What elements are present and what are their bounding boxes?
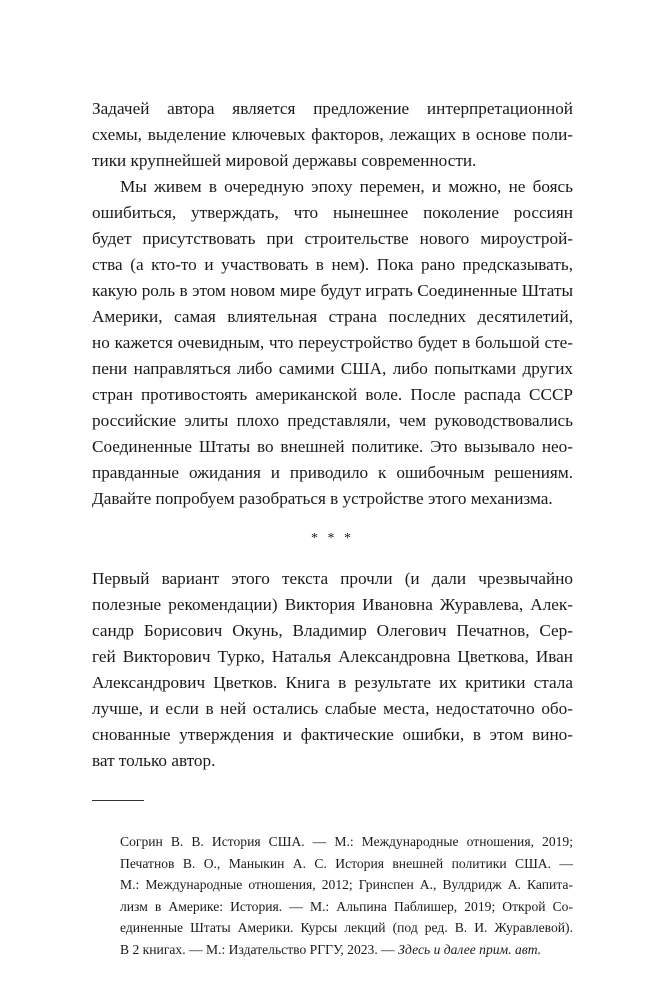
footnote-line: Печатнов В. О., Маныкин А. С. История внешней политики США. — (120, 855, 573, 871)
text-line: российские элиты плохо представляли, чем руководствовались (92, 411, 573, 430)
footnote-line-text: В 2 книгах. — М.: Издательство РГГУ, 2023. — (120, 941, 395, 957)
text-line: какую роль в этом новом мире будут играть Соединенные Штаты (92, 281, 573, 300)
footnote-line: М.: Международные отношения, 2012; Гринспен А., Вулдридж А. Капита- (120, 877, 573, 892)
text-line: но кажется очевидным, что переустройство будет в большой сте- (92, 333, 573, 352)
text-line: снованные утверждения и фактические ошибки, в этом вино- (92, 725, 573, 744)
text-line: ства (а кто-то и участвовать в нем). Пока рано предсказывать, (92, 255, 573, 274)
footnote-last-line (120, 939, 573, 961)
section-separator: * * * (311, 531, 354, 546)
text-line: Задачей автора является предложение интерпретационной (92, 99, 573, 118)
text-line: ват только автор. (92, 751, 216, 770)
text-line: полезные рекомендации) Виктория Ивановна Журавлева, Алек- (92, 595, 573, 614)
text-line: ошибиться, утверждать, что нынешнее поколение россиян (92, 203, 573, 222)
text-line: Соединенные Штаты во внешней политике. Это вызывало нео- (92, 437, 573, 456)
footnote-divider (92, 800, 144, 801)
paragraph-intro-scheme (92, 96, 573, 174)
text-line: Александрович Цветков. Книга в результате их критики стала (92, 673, 573, 692)
text-line: пени направляться либо самими США, либо попытками других (92, 359, 573, 378)
footnote (92, 831, 573, 960)
footnote-line: лизм в Америке: История. — М.: Альпина Паблишер, 2019; Открой Со- (120, 898, 573, 914)
footnote-author-note: Здесь и далее прим. авт. (398, 941, 542, 957)
text-line: тики крупнейшей мировой державы современности. (92, 151, 477, 170)
paragraph-acknowledgements (92, 566, 573, 774)
text-line: Первый вариант этого текста прочли (и дали чрезвычайно (92, 569, 573, 588)
paragraph-epoch-of-change (92, 174, 573, 512)
book-page (92, 96, 573, 960)
text-line: стран противостоять американской воле. После распада СССР (92, 385, 573, 404)
text-line: Америки, самая влиятельная страна последних десятилетий, (92, 307, 573, 326)
text-line: будет присутствовать при строительстве нового мироустрой- (92, 229, 573, 248)
text-line: лучше, и если в ней остались слабые места, недостаточно обо- (92, 699, 573, 718)
text-line: схемы, выделение ключевых факторов, лежащих в основе поли- (92, 125, 573, 144)
footnote-line: Согрин В. В. История США. — М.: Международные отношения, 2019; (120, 834, 573, 849)
text-line: сандр Борисович Окунь, Владимир Олегович Печатнов, Сер- (92, 621, 573, 640)
text-line: Мы живем в очередную эпоху перемен, и можно, не боясь (120, 177, 573, 196)
text-line: Давайте попробуем разобраться в устройстве этого механизма. (92, 489, 553, 508)
text-line: правданные ожидания и приводило к ошибочным решениям. (92, 463, 573, 482)
text-line: гей Викторович Турко, Наталья Александровна Цветкова, Иван (92, 647, 573, 666)
footnote-line: единенные Штаты Америки. Курсы лекций (под ред. В. И. Журавлевой). (120, 920, 573, 935)
